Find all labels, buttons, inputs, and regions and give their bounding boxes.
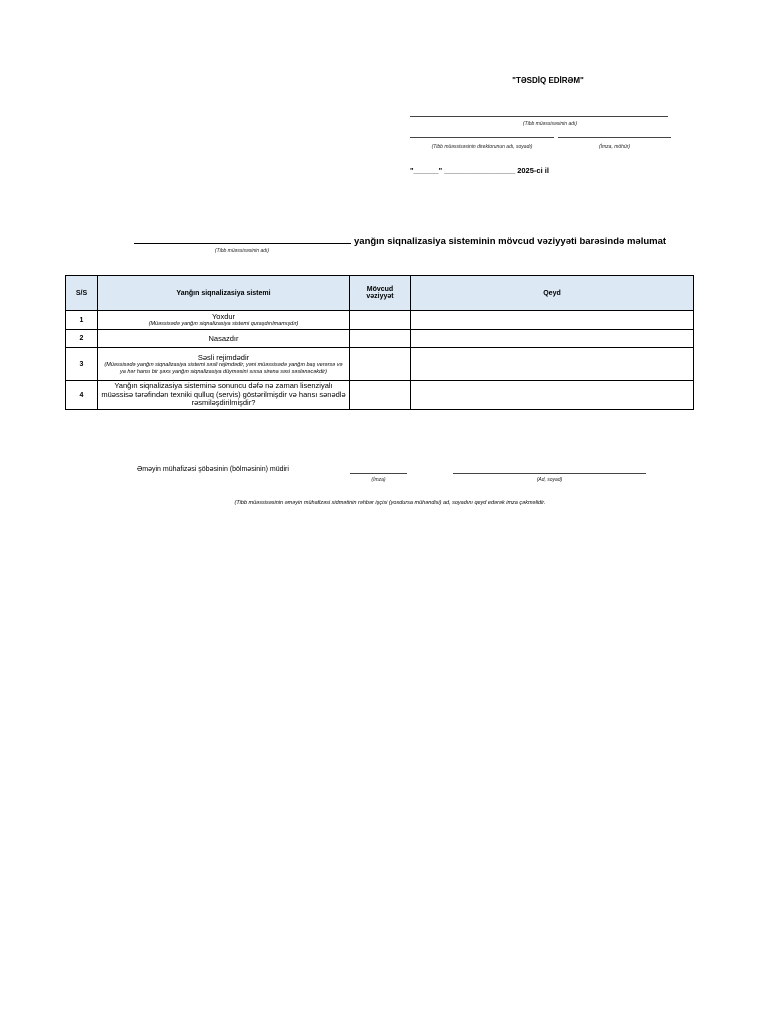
- director-caption: (Tibb müəssisəsinin direktorunun adı, soyadı): [431, 144, 533, 150]
- note-cell[interactable]: [411, 381, 694, 410]
- table-header-row: [66, 276, 694, 311]
- row-number: 3: [66, 348, 98, 381]
- document-heading: [134, 234, 666, 247]
- institution-caption: (Tibb müəssisəsinin adı): [522, 121, 578, 127]
- note-cell[interactable]: [411, 348, 694, 381]
- footer-signature-caption: (İmza): [371, 477, 386, 483]
- footer-signature-line: [350, 473, 407, 474]
- status-cell[interactable]: [350, 311, 411, 330]
- header-note: Qeyd: [411, 276, 694, 311]
- footer-name-line: [453, 473, 646, 474]
- row-number: 1: [66, 311, 98, 330]
- header-system: Yanğın siqnalizasiya sistemi: [98, 276, 350, 311]
- institution-blank-line: [134, 234, 351, 244]
- status-cell[interactable]: [350, 348, 411, 381]
- approval-date-line: "______" _________________ 2025-ci il: [410, 166, 549, 175]
- signature-caption: (İmza, möhür): [598, 144, 631, 150]
- row-number: 2: [66, 330, 98, 348]
- row-number: 4: [66, 381, 98, 410]
- status-cell[interactable]: [350, 330, 411, 348]
- row-note: (Müəssisədə yanğın siqnalizasiya sistemi səsli rejimdədir, yəni müəssisədə yanğın baş verərsə və ya hər hansı bir şəxs yanğın siqnalizasiya düyməsini sıxsa sirena səsi səslənəcəkdir): [104, 362, 343, 375]
- note-cell[interactable]: [411, 330, 694, 348]
- heading-title: yanğın siqnalizasiya sisteminin mövcud vəziyyəti barəsində məlumat: [354, 236, 667, 247]
- row-note: (Müəssisədə yanğın siqnalizasiya sistemi quraşdırılmamışdır): [148, 321, 299, 328]
- table-row: [66, 311, 694, 330]
- row-description: [98, 348, 350, 381]
- row-description: [98, 381, 350, 410]
- approval-title: "TƏSDİQ EDİRƏM": [512, 76, 584, 85]
- heading-caption: (Tibb müəssisəsinin adı): [214, 248, 270, 254]
- footer-note: (Tibb müəssisəsinin əməyin mühafizəsi xidmətinin rəhbər işçisi (yoxdursa mühəndisi) ad, soyadını qeyd edərək imza çəkməlidir.: [234, 500, 546, 506]
- row-title: Yoxdur: [211, 312, 236, 322]
- header-num: S/S: [66, 276, 98, 311]
- table-row: [66, 381, 694, 410]
- fire-alarm-status-table: [65, 275, 694, 410]
- table-row: [66, 330, 694, 348]
- row-description: [98, 311, 350, 330]
- footer-label: Əməyin mühafizəsi şöbəsinin (bölməsinin) müdiri: [137, 466, 289, 473]
- row-title: Səsli rejimdədir: [197, 353, 250, 363]
- row-title: Yanğın siqnalizasiya sisteminə sonuncu dəfə nə zaman lisenziyalı müəssisə tərəfindən texniki qulluq (servis) göstərilmişdir və hansı sənədlə rəsmiləşdirilmişdir?: [101, 381, 346, 408]
- footer-name-caption: (Ad, soyad): [536, 477, 563, 483]
- table-row: [66, 348, 694, 381]
- director-name-line: [410, 137, 554, 138]
- row-title: Nasazdır: [208, 334, 239, 343]
- signature-line: [558, 137, 671, 138]
- header-status: Mövcud vəziyyət: [350, 276, 411, 311]
- institution-name-line: [410, 116, 668, 117]
- status-cell[interactable]: [350, 381, 411, 410]
- row-description: [98, 330, 350, 348]
- note-cell[interactable]: [411, 311, 694, 330]
